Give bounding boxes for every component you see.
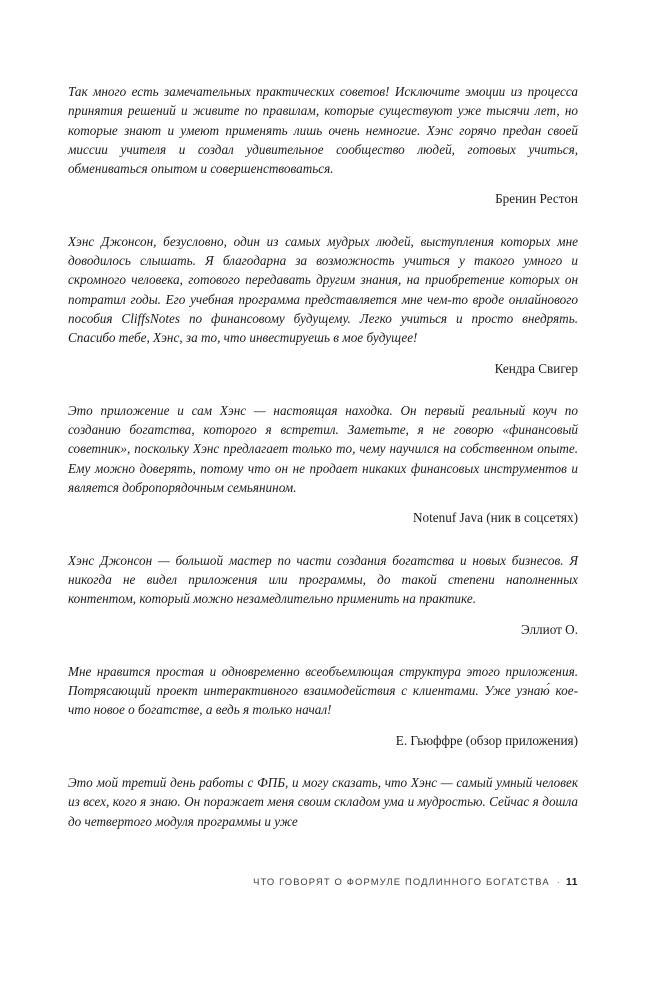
testimonial-quote: Так много есть замечательных практических советов! Исключите эмоции из процесса принятия решений и живите по правилам, которые существуют уже тысячи лет, но которые знают и умеют применять лишь очень немногие. Хэнс горячо предан своей миссии учителя и создал удивительное сообщество людей, готовых учиться, обмениваться опытом и совершенствоваться. — [68, 84, 578, 177]
page-number: 11 — [566, 877, 578, 888]
testimonial-quote: Мне нравится простая и одновременно всеобъемлющая структура этого приложения. Потрясающий проект интерактивного взаимодействия с клиентами. Уже узнаю́ кое-что новое о богатстве, а ведь я только начал! — [68, 663, 578, 718]
running-head: ЧТО ГОВОРЯТ О ФОРМУЛЕ ПОДЛИННОГО БОГАТСТВА — [253, 876, 550, 887]
page-footer — [68, 876, 578, 888]
testimonials-column — [68, 82, 578, 831]
testimonial-block — [68, 773, 578, 831]
testimonial-attribution: Бренин Рестон — [495, 191, 578, 207]
testimonial-attribution: Notenuf Java (ник в соцсетях) — [413, 510, 578, 526]
testimonial-quote: Это мой третий день работы с ФПБ, и могу сказать, что Хэнс — самый умный человек из всех, кого я знаю. Он поражает меня своим складом ума и мудростью. Сейчас я дошла до четвертого модуля программы и уже — [68, 775, 578, 829]
testimonial-attribution: Кендра Свигер — [494, 360, 578, 376]
footer-separator: · — [556, 876, 562, 887]
testimonial-attribution: Эллиот О. — [520, 621, 578, 637]
testimonial-quote: Хэнс Джонсон, безусловно, один из самых мудрых людей, выступления которых мне доводилось слышать. Я благодарна за возможность учиться у такого умного и скромного человека, готового передавать другим знания, на приобретение которых он потратил годы. Его учебная программа представляется мне чем-то вроде онлайнового пособия CliffsNotes по финансовому будущему. Легко учиться и просто внедрять. Спасибо тебе, Хэнс, за то, что инвестируешь в мое будущее! — [68, 233, 578, 346]
testimonial-block — [68, 662, 578, 750]
testimonial-attribution: Е. Гьюффре (обзор приложения) — [395, 732, 578, 748]
testimonial-block — [68, 232, 578, 378]
testimonial-block — [68, 551, 578, 639]
testimonial-block — [68, 401, 578, 528]
testimonial-block — [68, 82, 578, 209]
testimonial-quote: Это приложение и сам Хэнс — настоящая находка. Он первый реальный коуч по созданию богатства, которого я встретил. Заметьте, я не говорю «финансовый советник», поскольку Хэнс предлагает только то, чему научился на собственном опыте. Ему можно доверять, потому что он не продает никаких финансовых инструментов и является добропорядочным семьянином. — [68, 402, 578, 496]
testimonial-quote: Хэнс Джонсон — большой мастер по части создания богатства и новых бизнесов. Я никогда не видел приложения или программы, до такой степени наполненных контентом, который можно незамедлительно применить на практике. — [68, 552, 578, 607]
